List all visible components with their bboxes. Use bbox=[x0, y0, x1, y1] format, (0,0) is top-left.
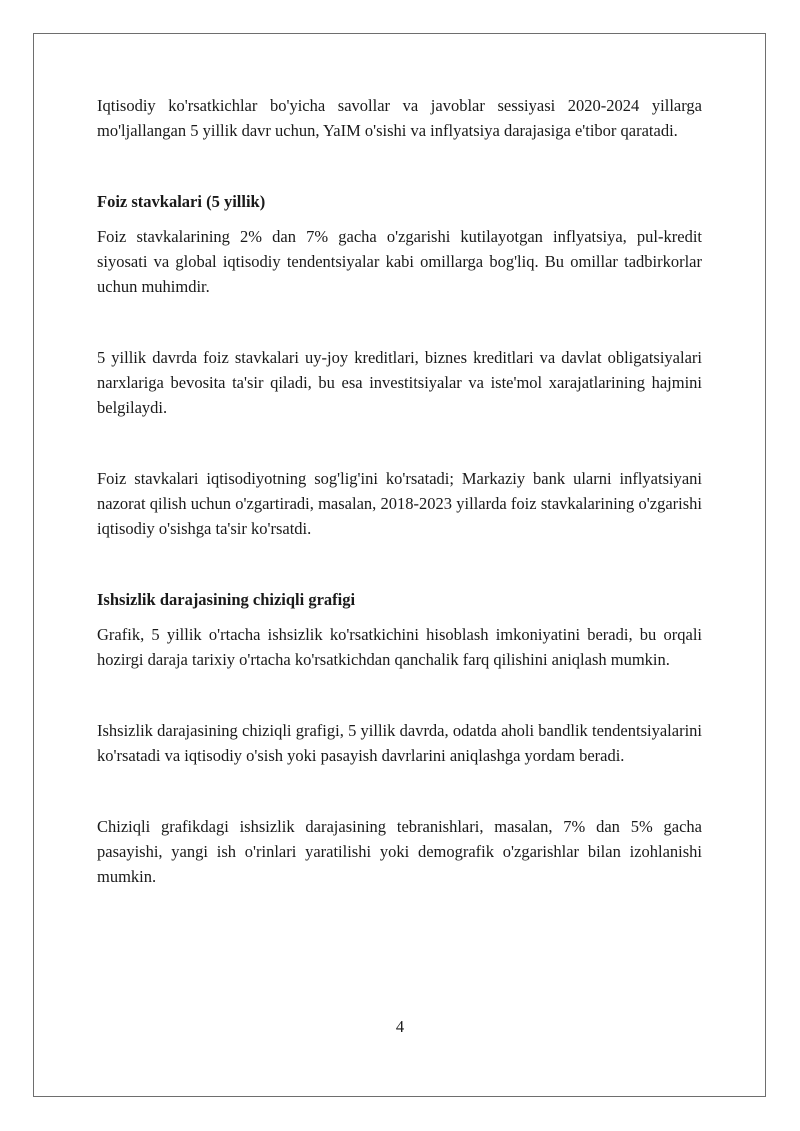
paragraph-unemployment-2: Ishsizlik darajasining chiziqli grafigi, 5 yillik davrda, odatda aholi bandlik tendentsiyalarini ko'rsatadi va iqtisodiy o'sish yoki pasayish davrlarini aniqlashga yordam beradi. bbox=[97, 721, 702, 765]
heading-unemployment-chart: Ishsizlik darajasining chiziqli grafigi bbox=[97, 590, 356, 609]
paragraph-interest-1: Foiz stavkalarining 2% dan 7% gacha o'zgarishi kutilayotgan inflyatsiya, pul-kredit siyosati va global iqtisodiy tendentsiyalar kabi omillarga bog'liq. Bu omillar tadbirkorlar uchun muhimdir. bbox=[97, 227, 702, 296]
paragraph-intro: Iqtisodiy ko'rsatkichlar bo'yicha savollar va javoblar sessiyasi 2020-2024 yillarga mo'ljallangan 5 yillik davr uchun, YaIM o'sishi va inflyatsiya darajasiga e'tibor qaratadi. bbox=[97, 96, 702, 140]
paragraph-interest-2: 5 yillik davrda foiz stavkalari uy-joy kreditlari, biznes kreditlari va davlat obligatsiyalari narxlariga bevosita ta'sir qiladi, bu esa investitsiyalar va iste'mol xarajatlarining hajmini belgilaydi. bbox=[97, 348, 702, 417]
paragraph-unemployment-3: Chiziqli grafikdagi ishsizlik darajasining tebranishlari, masalan, 7% dan 5% gacha pasayishi, yangi ish o'rinlari yaratilishi yoki demografik o'zgarishlar bilan izohlanishi mumkin. bbox=[97, 817, 702, 886]
paragraph-unemployment-1: Grafik, 5 yillik o'rtacha ishsizlik ko'rsatkichini hisoblash imkoniyatini beradi, bu orqali hozirgi daraja tarixiy o'rtacha ko'rsatkichdan qanchalik farq qilishini aniqlash mumkin. bbox=[97, 625, 702, 669]
paragraph-interest-3: Foiz stavkalari iqtisodiyotning sog'lig'ini ko'rsatadi; Markaziy bank ularni inflyatsiyani nazorat qilish uchun o'zgartiradi, masalan, 2018-2023 yillarda foiz stavkalarining o'zgarishi iqtisodiy o'sishga ta'sir ko'rsatdi. bbox=[97, 469, 702, 538]
heading-interest-rates: Foiz stavkalari (5 yillik) bbox=[97, 192, 266, 211]
page-content bbox=[97, 93, 702, 889]
page-number: 4 bbox=[395, 1017, 405, 1036]
